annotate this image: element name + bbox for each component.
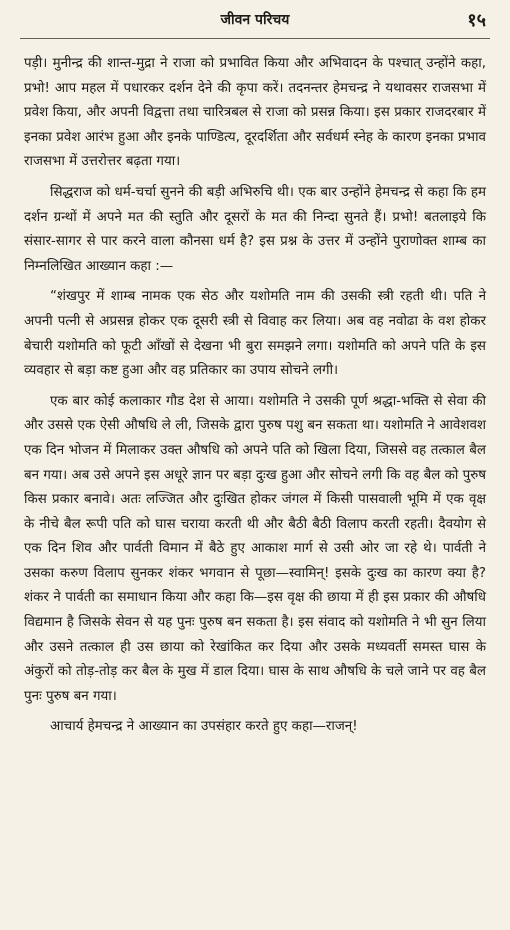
paragraph-1: पड़ी। मुनीन्द्र की शान्त-मुद्रा ने राजा को प्रभावित किया और अभिवादन के पश्चात् उन्होंने कहा, प्रभो! आप महल में पधारकर दर्शन देने की कृपा करें। तदनन्तर हेमचन्द्र ने यथावसर राजसभा में प्रवेश किया, और अपनी विद्वत्ता तथा चारित्रबल से राजा को प्रसन्न किया। इस प्रकार राजदरबार में इनका प्रवेश आरंभ हुआ और इनके पाण्डित्य, दूरदर्शिता और सर्वधर्म स्नेह के कारण इनका प्रभाव राजसभा में उत्तरोत्तर बढ़ता गया। (24, 56, 486, 170)
header-rule (20, 38, 490, 39)
paragraph-4: एक बार कोई कलाकार गौड देश से आया। यशोमति ने उसकी पूर्ण श्रद्धा-भक्ति से सेवा की और उससे एक ऐसी औषधि ले ली, जिसके द्वारा पुरुष पशु बन सकता था। यशोमति ने आवेशवश एक दिन भोजन में मिलाकर उक्त औषधि को अपने पति को खिला दिया, जिससे वह तत्काल बैल बन गया। अब उसे अपने इस अधूरे ज्ञान पर बड़ा दुःख हुआ और सोचने लगी कि वह बैल को पुरुष किस प्रकार बनावे। अतः लज्जित और दुःखित होकर जंगल में किसी पासवाली भूमि में एक वृक्ष के नीचे बैल रूपी पति को घास चराया करती थी और बैठी बैठी विलाप करती रहती। दैवयोग से एक दिन शिव और पार्वती विमान में बैठे हुए आकाश मार्ग से उसी ओर जा रहे थे। पार्वती ने उसका करुण विलाप सुनकर शंकर भगवान से पूछा—स्वामिन्! इसके दुःख का कारण क्या है? शंकर ने पार्वती का समाधान किया और कहा कि—इस वृक्ष की छाया में ही इस प्रकार की औषधि विद्यमान है जिसके सेवन से यह पुनः पुरुष बन सकता है। इस संवाद को यशोमति ने भी सुन लिया और उसने तत्काल ही उस छाया को रेखांकित कर दिया और उसके मध्यवर्ती समस्त घास के अंकुरों को तोड़-तोड़ कर बैल के मुख में डाल दिया। घास के साथ औषधि के चले जाने पर वह बैल पुनः पुरुष बन गया। (24, 393, 486, 704)
paragraph-5: आचार्य हेमचन्द्र ने आख्यान का उपसंहार करते हुए कहा—राजन्! (50, 719, 358, 735)
page-header (0, 8, 510, 38)
paragraph-3: “शंखपुर में शाम्ब नामक एक सेठ और यशोमति नाम की उसकी स्त्री रहती थी। पति ने अपनी पत्नी से अप्रसन्न होकर एक दूसरी स्त्री से विवाह कर लिया। अब वह नवोढा के वश होकर बेचारी यशोमति को फूटी आँखों से देखना भी बुरा समझने लगा। यशोमति को अपने पति के इस व्यवहार से बड़ा कष्ट हुआ और वह प्रतिकार का उपाय सोचने लगी। (24, 289, 486, 379)
paragraph-2: सिद्धराज को धर्म-चर्चा सुनने की बड़ी अभिरुचि थी। एक बार उन्होंने हेमचन्द्र से कहा कि हम दर्शन ग्रन्थों में अपने मत की स्तुति और दूसरों के मत की निन्दा सुनते हैं। प्रभो! बतलाइये कि संसार-सागर से पार करने वाला कौनसा धर्म है? इस प्रश्न के उत्तर में उन्होंने पुराणोक्त शाम्ब का निम्नलिखित आख्यान कहा :— (24, 184, 486, 274)
page-body (24, 52, 486, 746)
running-title: जीवन परिचय (220, 12, 290, 28)
page-number: १५ (467, 10, 486, 31)
